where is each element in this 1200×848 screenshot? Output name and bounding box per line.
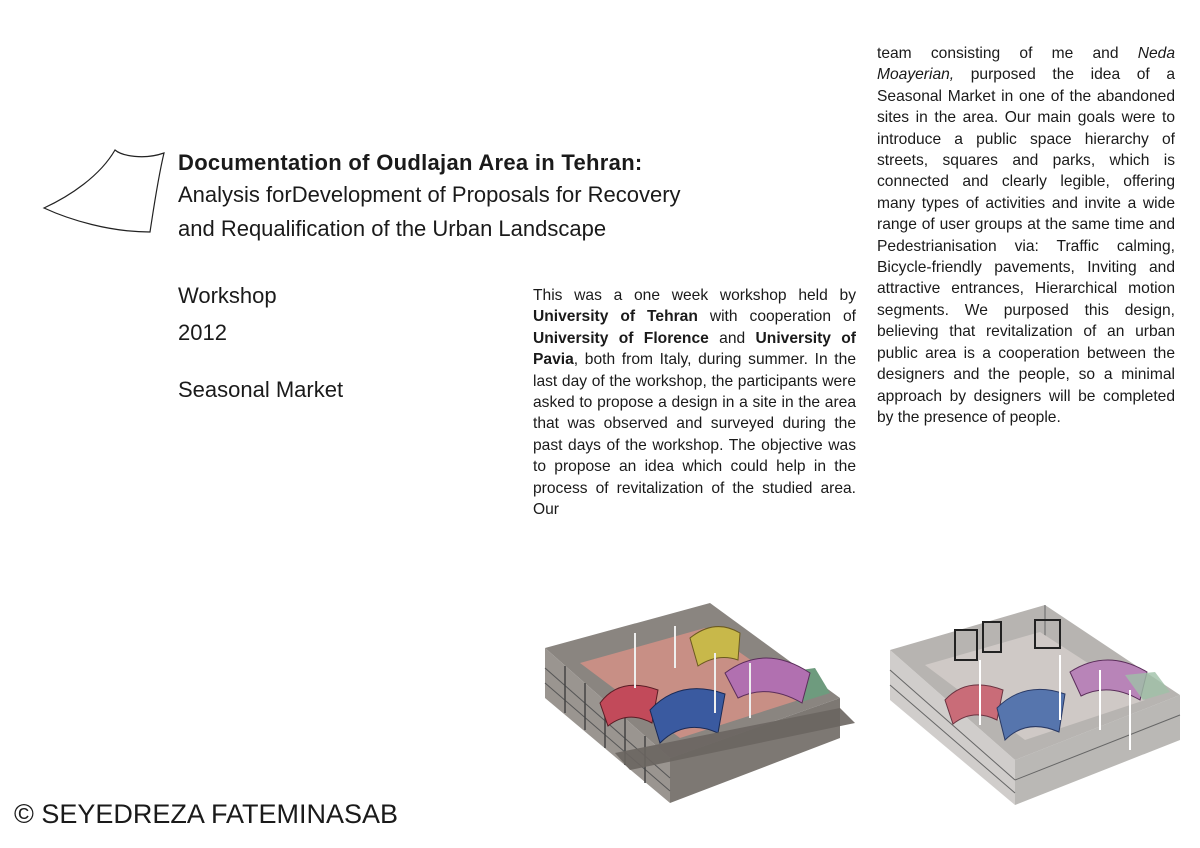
project-year: 2012 [178,320,227,345]
description-text: , both from Italy, during summer. In the last day of the workshop, the participants were asked to propose a design in a site in the area that was observed and surveyed during the past days of the workshop. The objective was to propose an idea which could help in the process of revitalization of the studied area. Our [533,351,856,519]
description-text: and [708,329,756,347]
description-text: purposed the idea of a Seasonal Market in one of the abandoned sites in the area. Our main goals were to introduce a public space hierarchy of streets, squares and parks, which is connected and clearly legible, offering many types of activities and invite a wide range of user groups at the same time and Pedestrianisation via: Traffic calming, Bicycle-friendly pavements, Inviting and attractive entrances, Hierarchical motion segments. We purposed this design, believing that revitalization of an urban public area is a cooperation between the designers and the people, so a minimal approach by designers will be completed by the presence of people. [877,66,1175,426]
description-paragraph-1 [533,285,856,520]
copyright-notice: © SEYEDREZA FATEMINASAB [14,799,398,829]
axonometric-render-solid [540,598,860,813]
project-name: Seasonal Market [178,377,344,402]
leaf-logo-icon [40,148,170,238]
org-university-pavia: University of Pavia [533,329,856,369]
axonometric-render-transparent [885,600,1185,810]
title-block [178,148,778,246]
description-column-1 [533,285,856,520]
page-subtitle-line-1: Analysis forDevelopment of Proposals for Recovery [178,182,681,207]
org-university-florence: University of Florence [533,329,709,347]
collaborator-name: Neda Moayerian, [877,45,1175,84]
page-subtitle-line-2: and Requalification of the Urban Landscape [178,216,607,241]
description-text: with cooperation of [697,308,856,326]
description-text: team consisting of me and [877,45,1138,62]
description-text: This was a one week workshop held by [533,287,856,304]
page-title: Documentation of Oudlajan Area in Tehran: [178,150,643,175]
description-column-2 [877,43,1175,428]
description-paragraph-2 [877,43,1175,428]
org-university-tehran: University of Tehran [533,308,698,326]
project-type: Workshop [178,283,277,308]
